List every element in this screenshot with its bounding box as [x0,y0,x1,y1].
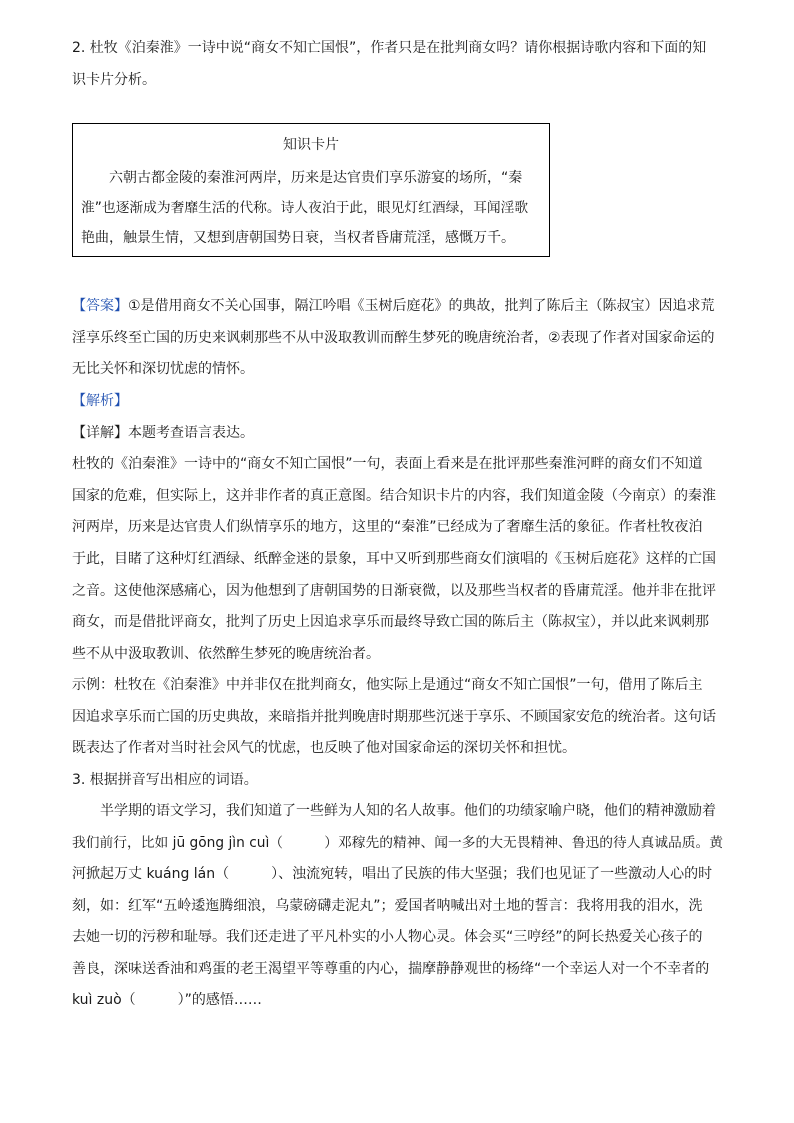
q3-passage-line: 我们前行，比如 jū gōng jìn cuì（ ）邓稼先的精神、闻一多的大无畏精神、鲁迅的待人真诚品质。黄 [72,835,724,851]
detail-text-line: 商女，而是借批评商女，批判了历史上因追求享乐而最终导致亡国的陈后主（陈叔宝），并以此来讽刺那 [72,614,709,630]
example-text-line: 既表达了作者对当时社会风气的忧虑，也反映了他对国家命运的深切关怀和担忧。 [72,740,576,756]
knowledge-card-line-2: 淮”也逐渐成为奢靡生活的代称。诗人夜泊于此，眼见灯红酒绿，耳闻淫歌 [81,200,529,216]
analysis-tag: 【解析】 [72,393,128,409]
q3-passage-line: 半学期的语文学习，我们知道了一些鲜为人知的名人故事。他们的功绩家喻户晓，他们的精神激励着 [100,803,716,819]
knowledge-card-line-1: 六朝古都金陵的秦淮河两岸，历来是达官贵们享乐游宴的场所，“秦 [109,170,523,186]
knowledge-card-line-3: 艳曲，触景生情，又想到唐朝国势日衰，当权者昏庸荒淫，感慨万千。 [81,230,515,246]
answer-line-3: 无比关怀和深切忧虑的情怀。 [72,361,254,377]
detail-text-line: 杜牧的《泊秦淮》一诗中的“商女不知亡国恨”一句，表面上看来是在批评那些秦淮河畔的商女们不知道 [72,456,703,472]
answer-tag: 【答案】 [72,298,128,314]
q3-passage-line: 刻，如：红军“五岭逶迤腾细浪，乌蒙磅礴走泥丸”；爱国者呐喊出对土地的誓言：我将用我的泪水，洗 [72,898,703,914]
q3-title: 3. 根据拼音写出相应的词语。 [72,772,258,788]
q3-passage-line: kuì zuò（ ）”的感悟…… [72,992,262,1008]
knowledge-card [72,123,550,257]
detail-text-line: 于此，目睹了这种灯红酒绿、纸醉金迷的景象，耳中又听到那些商女们演唱的《玉树后庭花》这样的亡国 [72,551,716,567]
detail-text-line: 之音。这使他深感痛心，因为他想到了唐朝国势的日渐衰微，以及那些当权者的昏庸荒淫。他并非在批评 [72,583,716,599]
q3-passage-line: 河掀起万丈 kuáng lán（ ）、浊流宛转，唱出了民族的伟大坚强；我们也见证了一些激动人心的时 [72,866,713,882]
knowledge-card-title: 知识卡片 [283,137,339,153]
detail-line [72,423,724,443]
answer-text-1: ①是借用商女不关心国事，隔江吟唱《玉树后庭花》的典故，批判了陈后主（陈叔宝）因追求荒 [128,298,715,314]
answer-line-1 [72,296,724,316]
q3-passage-line: 去她一切的污秽和耻辱。我们还走进了平凡朴实的小人物心灵。体会买“三哼经”的阿长热爱关心孩子的 [72,929,703,945]
answer-line-2: 淫享乐终至亡国的历史来讽刺那些不从中汲取教训而醉生梦死的晚唐统治者，②表现了作者对国家命运的 [72,330,715,346]
q3-passage-line: 善良，深味送香油和鸡蛋的老王渴望平等尊重的内心，揣摩静静观世的杨绛“一个幸运人对一个不幸者的 [72,961,710,977]
example-text-line: 因追求享乐而亡国的历史典故，来暗指并批判晚唐时期那些沉迷于享乐、不顾国家安危的统治者。这句话 [72,709,716,725]
example-text-line: 示例：杜牧在《泊秦淮》中并非仅在批判商女，他实际上是通过“商女不知亡国恨”一句，借用了陈后主 [72,677,703,693]
detail-text-line: 河两岸，历来是达官贵人们纵情享乐的地方，这里的“秦淮”已经成为了奢靡生活的象征。作者杜牧夜泊 [72,519,703,535]
q2-stem-line-2: 识卡片分析。 [72,72,156,88]
detail-text-line: 些不从中汲取教训、依然醉生梦死的晚唐统治者。 [72,646,380,662]
detail-tag: 【详解】 [72,425,128,441]
q2-stem-line-1: 2. 杜牧《泊秦淮》一诗中说“商女不知亡国恨”，作者只是在批判商女吗？请你根据诗歌内容和下面的知 [72,40,707,56]
detail-text-line: 国家的危难，但实际上，这并非作者的真正意图。结合知识卡片的内容，我们知道金陵（今南京）的秦淮 [72,488,716,504]
detail-intro: 本题考查语言表达。 [128,425,254,441]
